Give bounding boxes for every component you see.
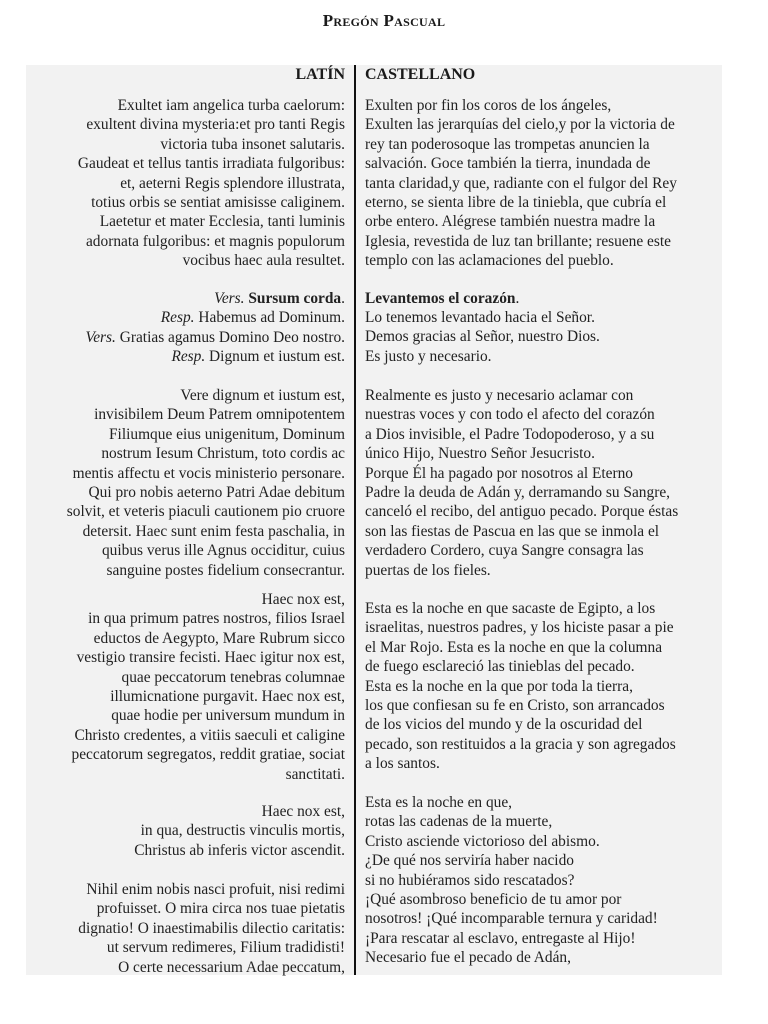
castellano-versicle-1 — [365, 289, 725, 308]
castellano-paragraph-4: Esta es la noche en que, rotas las cadenas de la muerte, Cristo asciende victorioso del abismo. ¿De qué nos serviría haber nacido si no hubiéramos sido rescatados? ¡Qué asombroso beneficio de tu amor por nosotros! ¡Qué incomparable ternura y caridad! ¡Para rescatar al esclavo, entregaste al Hijo! Necesario fue el pecado de Adán, — [365, 794, 658, 967]
resp-label: Resp. — [160, 309, 195, 326]
latin-response-2 — [20, 347, 345, 366]
latin-column-header: LATÍN — [295, 66, 345, 83]
vers-label: Vers. — [85, 329, 116, 346]
resp-label: Resp. — [171, 348, 206, 365]
column-divider — [354, 65, 356, 975]
castellano-paragraph-1: Exulten por fin los coros de los ángeles, Exulten las jerarquías del cielo,y por la victoria de rey tan poderosoque las trompetas anuncien la salvación. Goce también la tierra, inundada de tanta claridad,y que, radiante con el fulgor del Rey eterno, se sienta libre de la tiniebla, que cubría el orbe entero. Alégrese también nuestra madre la Iglesia, revestida de luz tan brillante; resuene este templo con las aclamaciones del pueblo. — [365, 97, 677, 270]
latin-response-1-text: Habemus ad Dominum. — [194, 309, 345, 326]
latin-response-1 — [20, 308, 345, 327]
latin-paragraph-4: Haec nox est, in qua, destructis vinculis mortis, Christus ab inferis victor ascendit. — [134, 803, 345, 859]
page-title: Pregón Pascual — [322, 11, 446, 30]
castellano-levantemos: Levantemos el corazón — [365, 290, 516, 307]
latin-paragraph-3: Haec nox est, in qua primum patres nostros, filios Israel eductos de Aegypto, Mare Rubrum sicco vestigio transire fecisti. Haec igitur nox est, quae peccatorum tenebras columnae illumicnatione purgavit. Haec nox est, quae hodie per universum mundum in Christo credentes, a vitiis saeculi et caligine peccatorum segregatos, reddit gratiae, sociat sanctitati. — [71, 591, 345, 783]
latin-paragraph-1: Exultet iam angelica turba caelorum: exultent divina mysteria:et pro tanti Regis victoria tuba insonet salutaris. Gaudeat et tellus tantis irradiata fulgoribus: et, aeterni Regis splendore illustrata, totius orbis se sentiat amisisse caliginem. Laetetur et mater Ecclesia, tanti luminis adornata fulgoribus: et magnis populorum vocibus haec aula resultet. — [77, 97, 345, 270]
castellano-column-header: CASTELLANO — [365, 66, 476, 83]
latin-period: . — [341, 290, 345, 307]
latin-versicle-2-text: Gratias agamus Domino Deo nostro. — [115, 329, 345, 346]
latin-paragraph-2: Vere dignum et iustum est, invisibilem Deum Patrem omnipotentem Filiumque eius unigenitum, Dominum nostrum Iesum Christum, toto cordis ac mentis affectu et vocis ministerio personare. Qui pro nobis aeterno Patri Adae debitum solvit, et veteris piaculi cautionem pio cruore detersit. Haec sunt enim festa paschalia, in quibus verus ille Agnus occiditur, cuius sanguine postes fidelium consecrantur. — [66, 387, 345, 579]
latin-versicle-1 — [20, 289, 345, 308]
latin-response-2-text: Dignum et iustum est. — [205, 348, 345, 365]
latin-versicle-2 — [20, 328, 345, 347]
latin-paragraph-5: Nihil enim nobis nasci profuit, nisi redimi profuisset. O mira circa nos tuae pietatis dignatio! O inaestimabilis dilectio caritatis: ut servum redimeres, Filium tradidisti! O certe necessarium Adae peccatum, — [78, 881, 345, 976]
castellano-paragraph-3: Esta es la noche en que sacaste de Egipto, a los israelitas, nuestros padres, y los hiciste pasar a pie el Mar Rojo. Esta es la noche en que la columna de fuego esclareció las tinieblas del pecado. Esta es la noche en la que por toda la tierra, los que confiesan su fe en Cristo, son arrancados de los vicios del mundo y de la oscuridad del pecado, son restituidos a la gracia y son agregados a los santos. — [365, 600, 676, 773]
castellano-responses: Lo tenemos levantado hacia el Señor. Demos gracias al Señor, nuestro Dios. Es justo y necesario. — [365, 309, 600, 365]
vers-label: Vers. — [214, 290, 245, 307]
castellano-period: . — [515, 290, 520, 307]
latin-sursum-corda: Sursum corda — [244, 290, 342, 307]
castellano-paragraph-2: Realmente es justo y necesario aclamar con nuestras voces y con todo el afecto del corazón a Dios invisible, el Padre Todopoderoso, y a su único Hijo, Nuestro Señor Jesucristo. Porque Él ha pagado por nosotros al Eterno Padre la deuda de Adán y, derramando su Sangre, canceló el recibo, del antiguo pecado. Porque éstas son las fiestas de Pascua en las que se inmola el verdadero Cordero, cuya Sangre consagra las puertas de los fieles. — [365, 387, 679, 579]
